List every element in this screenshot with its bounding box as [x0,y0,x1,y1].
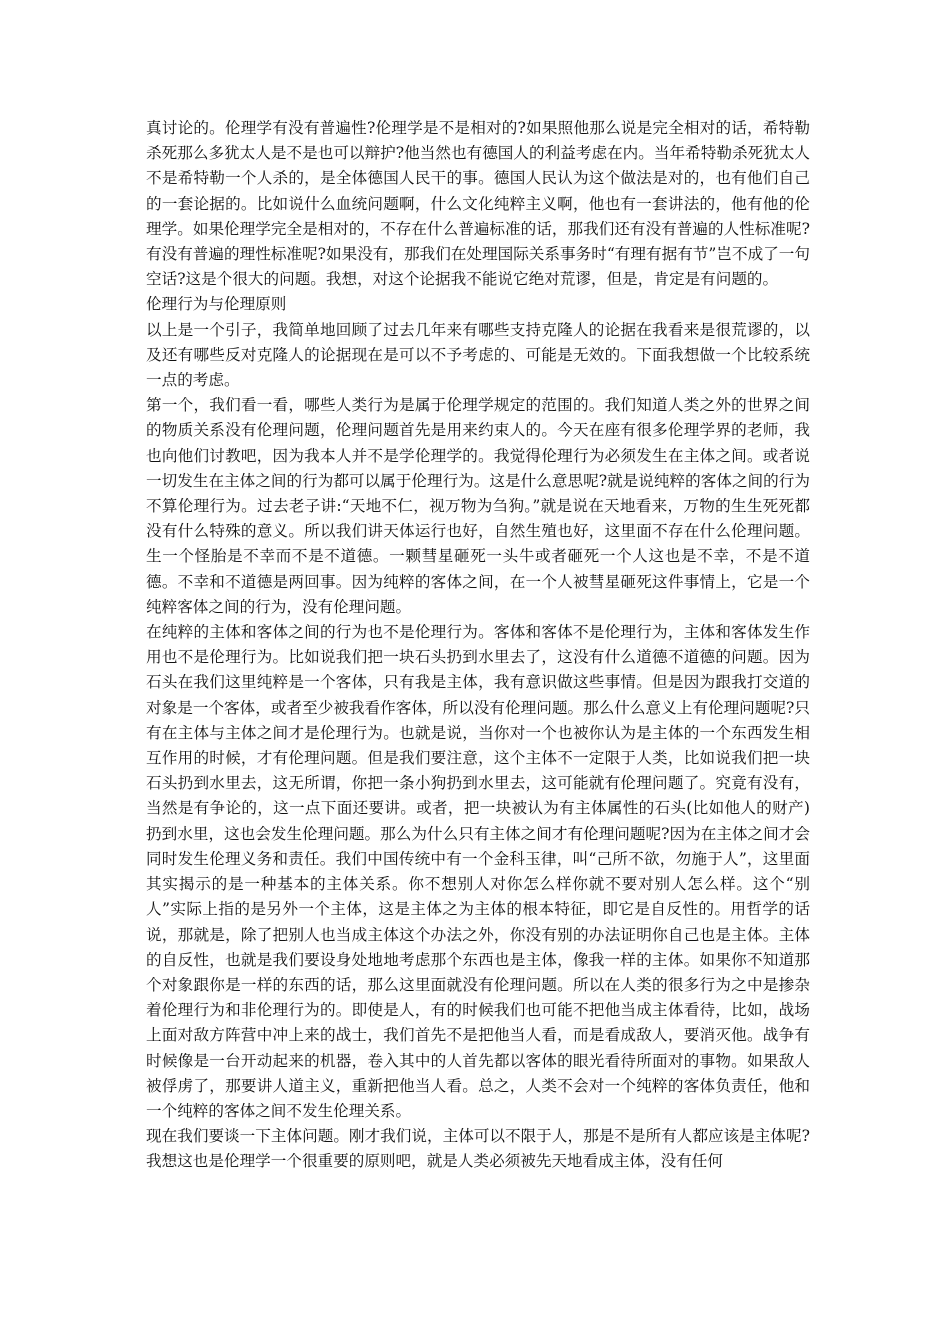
paragraph: 真讨论的。伦理学有没有普遍性?伦理学是不是相对的?如果照他那么说是完全相对的话，希特勒杀死那么多犹太人是不是也可以辩护?他当然也有德国人的利益考虑在内。当年希特勒杀死犹太人不是希特勒一个人杀的，是全体德国人民干的事。德国人民认为这个做法是对的，也有他们自己的一套论据的。比如说什么血统问题啊，什么文化纯粹主义啊，他也有一套讲法的，他有他的伦理学。如果伦理学完全是相对的，不存在什么普遍标准的话，那我们还有没有普遍的人性标准呢?有没有普遍的理性标准呢?如果没有，那我们在处理国际关系事务时“有理有据有节”岂不成了一句空话?这是个很大的问题。我想，对这个论据我不能说它绝对荒谬，但是，肯定是有问题的。 [146,119,810,289]
document-body [146,116,810,1175]
paragraph: 以上是一个引子，我简单地回顾了过去几年来有哪些支持克隆人的论据在我看来是很荒谬的，以及还有哪些反对克隆人的论据现在是可以不予考虑的、可能是无效的。下面我想做一个比较系统一点的考虑。 [146,320,810,390]
paragraph: 现在我们要谈一下主体问题。刚才我们说，主体可以不限于人，那是不是所有人都应该是主体呢?我想这也是伦理学一个很重要的原则吧，就是人类必须被先天地看成主体，没有任何 [146,1127,810,1171]
paragraph: 在纯粹的主体和客体之间的行为也不是伦理行为。客体和客体不是伦理行为，主体和客体发生作用也不是伦理行为。比如说我们把一块石头扔到水里去了，这没有什么道德不道德的问题。因为石头在我们这里纯粹是一个客体，只有我是主体，我有意识做这些事情。但是因为跟我打交道的对象是一个客体，或者至少被我看作客体，所以没有伦理问题。那么什么意义上有伦理问题呢?只有在主体与主体之间才是伦理行为。也就是说，当你对一个也被你认为是主体的一个东西发生相互作用的时候，才有伦理问题。但是我们要注意，这个主体不一定限于人类，比如说我们把一块石头扔到水里去，这无所谓，你把一条小狗扔到水里去，这可能就有伦理问题了。究竟有没有，当然是有争论的，这一点下面还要讲。或者，把一块被认为有主体属性的石头(比如他人的财产)扔到水里，这也会发生伦理问题。那么为什么只有主体之间才有伦理问题呢?因为在主体之间才会同时发生伦理义务和责任。我们中国传统中有一个金科玉律，叫“己所不欲，勿施于人”，这里面其实揭示的是一种基本的主体关系。你不想别人对你怎么样你就不要对别人怎么样。这个“别人”实际上指的是另外一个主体，这是主体之为主体的根本特征，即它是自反性的。用哲学的话说，那就是，除了把别人也当成主体这个办法之外，你没有别的办法证明你自己也是主体。主体的自反性，也就是我们要设身处地地考虑那个东西也是主体，像我一样的主体。如果你不知道那个对象跟你是一样的东西的话，那么这里面就没有伦理问题。所以在人类的很多行为之中是掺杂着伦理行为和非伦理行为的。即使是人，有的时候我们也可能不把他当成主体看待，比如，战场上面对敌方阵营中冲上来的战士，我们首先不是把他当人看，而是看成敌人，要消灭他。战争有时候像是一台开动起来的机器，卷入其中的人首先都以客体的眼光看待所面对的事物。如果敌人被俘虏了，那要讲人道主义，重新把他当人看。总之，人类不会对一个纯粹的客体负责任，他和一个纯粹的客体之间不发生伦理关系。 [146,623,810,1120]
paragraph: 第一个，我们看一看，哪些人类行为是属于伦理学规定的范围的。我们知道人类之外的世界之间的物质关系没有伦理问题，伦理问题首先是用来约束人的。今天在座有很多伦理学界的老师，我也向他们讨教吧，因为我本人并不是学伦理学的。我觉得伦理行为必须发生在主体之间。或者说一切发生在主体之间的行为都可以属于伦理行为。这是什么意思呢?就是说纯粹的客体之间的行为不算伦理行为。过去老子讲:“天地不仁，视万物为刍狗。”就是说在天地看来，万物的生生死死都没有什么特殊的意义。所以我们讲天体运行也好，自然生殖也好，这里面不存在什么伦理问题。生一个怪胎是不幸而不是不道德。一颗彗星砸死一头牛或者砸死一个人这也是不幸，不是不道德。不幸和不道德是两回事。因为纯粹的客体之间，在一个人被彗星砸死这件事情上，它是一个纯粹客体之间的行为，没有伦理问题。 [146,396,810,616]
section-heading: 伦理行为与伦理原则 [146,295,287,314]
